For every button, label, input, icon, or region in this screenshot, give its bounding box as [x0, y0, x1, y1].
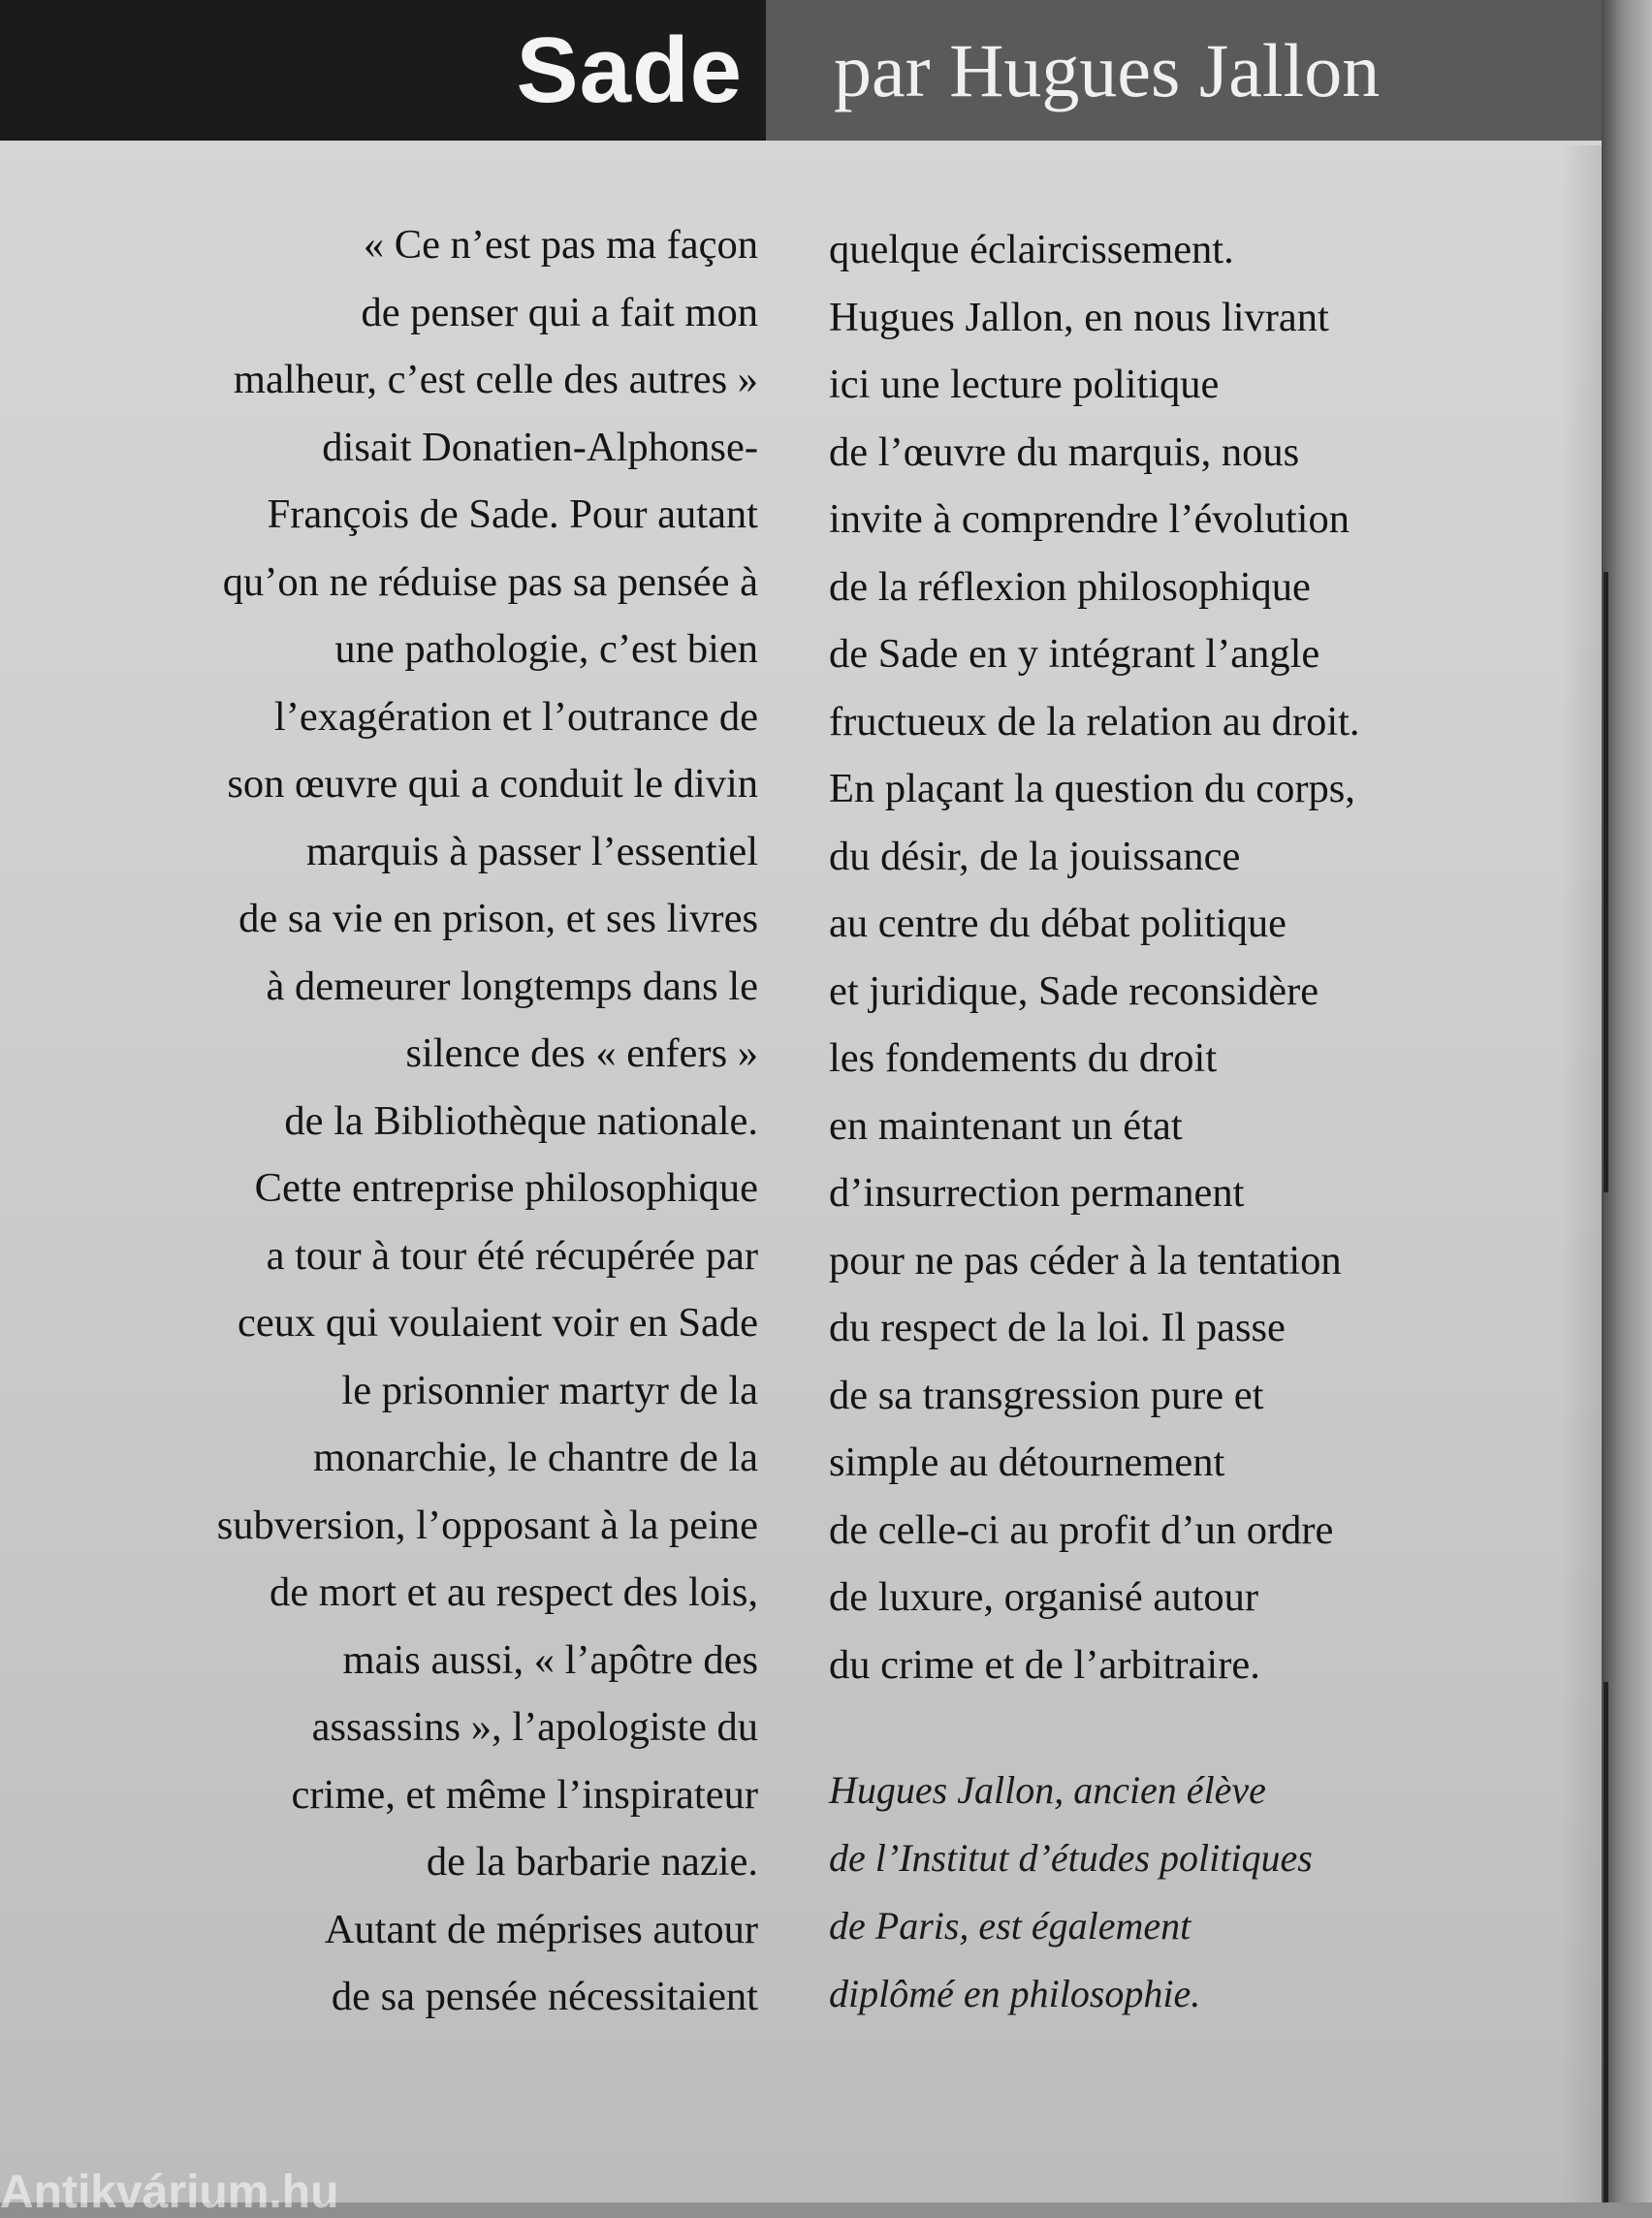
- bio-line: diplômé en philosophie.: [829, 1972, 1201, 2015]
- text-line: Cette entreprise philosophique: [254, 1165, 758, 1211]
- text-line: et juridique, Sade reconsidère: [829, 967, 1319, 1014]
- text-line: de la Bibliothèque nationale.: [284, 1097, 758, 1144]
- text-line: son œuvre qui a conduit le divin: [227, 761, 758, 807]
- text-line: les fondements du droit: [829, 1035, 1218, 1081]
- page-edge-shadow: [1561, 145, 1602, 2202]
- text-line: du désir, de la jouissance: [829, 833, 1241, 879]
- text-line: crime, et même l’inspirateur: [291, 1771, 758, 1818]
- text-line: monarchie, le chantre de la: [313, 1435, 758, 1480]
- text-line: silence des « enfers »: [405, 1030, 758, 1076]
- text-line: simple au détournement: [829, 1440, 1225, 1485]
- text-line: de l’œuvre du marquis, nous: [829, 428, 1300, 475]
- text-line: d’insurrection permanent: [829, 1170, 1245, 1216]
- text-line: de sa pensée nécessitaient: [331, 1974, 758, 2019]
- text-line: de celle-ci au profit d’un ordre: [829, 1506, 1334, 1553]
- text-line: du respect de la loi. Il passe: [829, 1305, 1286, 1350]
- text-line: de mort et au respect des lois,: [270, 1569, 758, 1615]
- edge-mark: [1604, 572, 1608, 1192]
- text-line: de la barbarie nazie.: [426, 1839, 758, 1885]
- text-line: quelque éclaircissement.: [829, 227, 1234, 272]
- bio-line: de l’Institut d’études politiques: [829, 1836, 1313, 1880]
- text-line: de luxure, organisé autour: [829, 1574, 1258, 1620]
- text-line: assassins », l’apologiste du: [311, 1704, 758, 1750]
- text-line: fructueux de la relation au droit.: [829, 698, 1360, 745]
- author-bio: [829, 1757, 1546, 2028]
- text-line: l’exagération et l’outrance de: [273, 693, 758, 740]
- text-line: invite à comprendre l’évolution: [829, 496, 1350, 542]
- text-line: « Ce n’est pas ma façon: [363, 222, 758, 268]
- text-line: une pathologie, c’est bien: [334, 626, 758, 672]
- text-line: en maintenant un état: [829, 1102, 1183, 1149]
- edge-mark: [1604, 1682, 1608, 2202]
- text-line: malheur, c’est celle des autres »: [233, 357, 758, 402]
- text-line: le prisonnier martyr de la: [341, 1367, 758, 1413]
- author-byline: par Hugues Jallon: [834, 27, 1381, 112]
- text-line: pour ne pas céder à la tentation: [829, 1237, 1342, 1283]
- text-line: du crime et de l’arbitraire.: [829, 1641, 1260, 1688]
- text-line: Autant de méprises autour: [324, 1906, 758, 1952]
- text-line: de Sade en y intégrant l’angle: [829, 631, 1320, 677]
- text-line: subversion, l’opposant à la peine: [216, 1502, 758, 1548]
- text-line: qu’on ne réduise pas sa pensée à: [222, 558, 758, 605]
- text-line: Hugues Jallon, en nous livrant: [829, 294, 1329, 340]
- right-text-column: [829, 216, 1546, 1698]
- text-line: de la réflexion philosophique: [829, 563, 1311, 610]
- text-line: En plaçant la question du corps,: [829, 766, 1355, 811]
- book-spine-edge: [1602, 0, 1652, 2202]
- text-line: François de Sade. Pour autant: [267, 491, 758, 537]
- text-line: de penser qui a fait mon: [361, 289, 758, 335]
- text-line: disait Donatien-Alphonse-: [322, 424, 758, 470]
- text-line: ici une lecture politique: [829, 362, 1220, 407]
- bio-line: Hugues Jallon, ancien élève: [829, 1768, 1266, 1812]
- text-line: mais aussi, « l’apôtre des: [342, 1636, 758, 1683]
- text-line: de sa vie en prison, et ses livres: [238, 896, 758, 941]
- title-block: [0, 0, 766, 141]
- text-line: à demeurer longtemps dans le: [266, 963, 758, 1009]
- watermark: Antikvárium.hu: [0, 2167, 339, 2218]
- text-line: de sa transgression pure et: [829, 1372, 1264, 1418]
- header-band: [0, 0, 1602, 141]
- left-text-column: [126, 211, 758, 2031]
- text-line: au centre du débat politique: [829, 901, 1287, 946]
- text-line: a tour à tour été récupérée par: [266, 1232, 758, 1279]
- bio-line: de Paris, est également: [829, 1904, 1191, 1948]
- book-title: Sade: [516, 17, 743, 122]
- text-line: ceux qui voulaient voir en Sade: [238, 1300, 758, 1346]
- text-line: marquis à passer l’essentiel: [305, 828, 758, 874]
- author-block: [766, 0, 1602, 141]
